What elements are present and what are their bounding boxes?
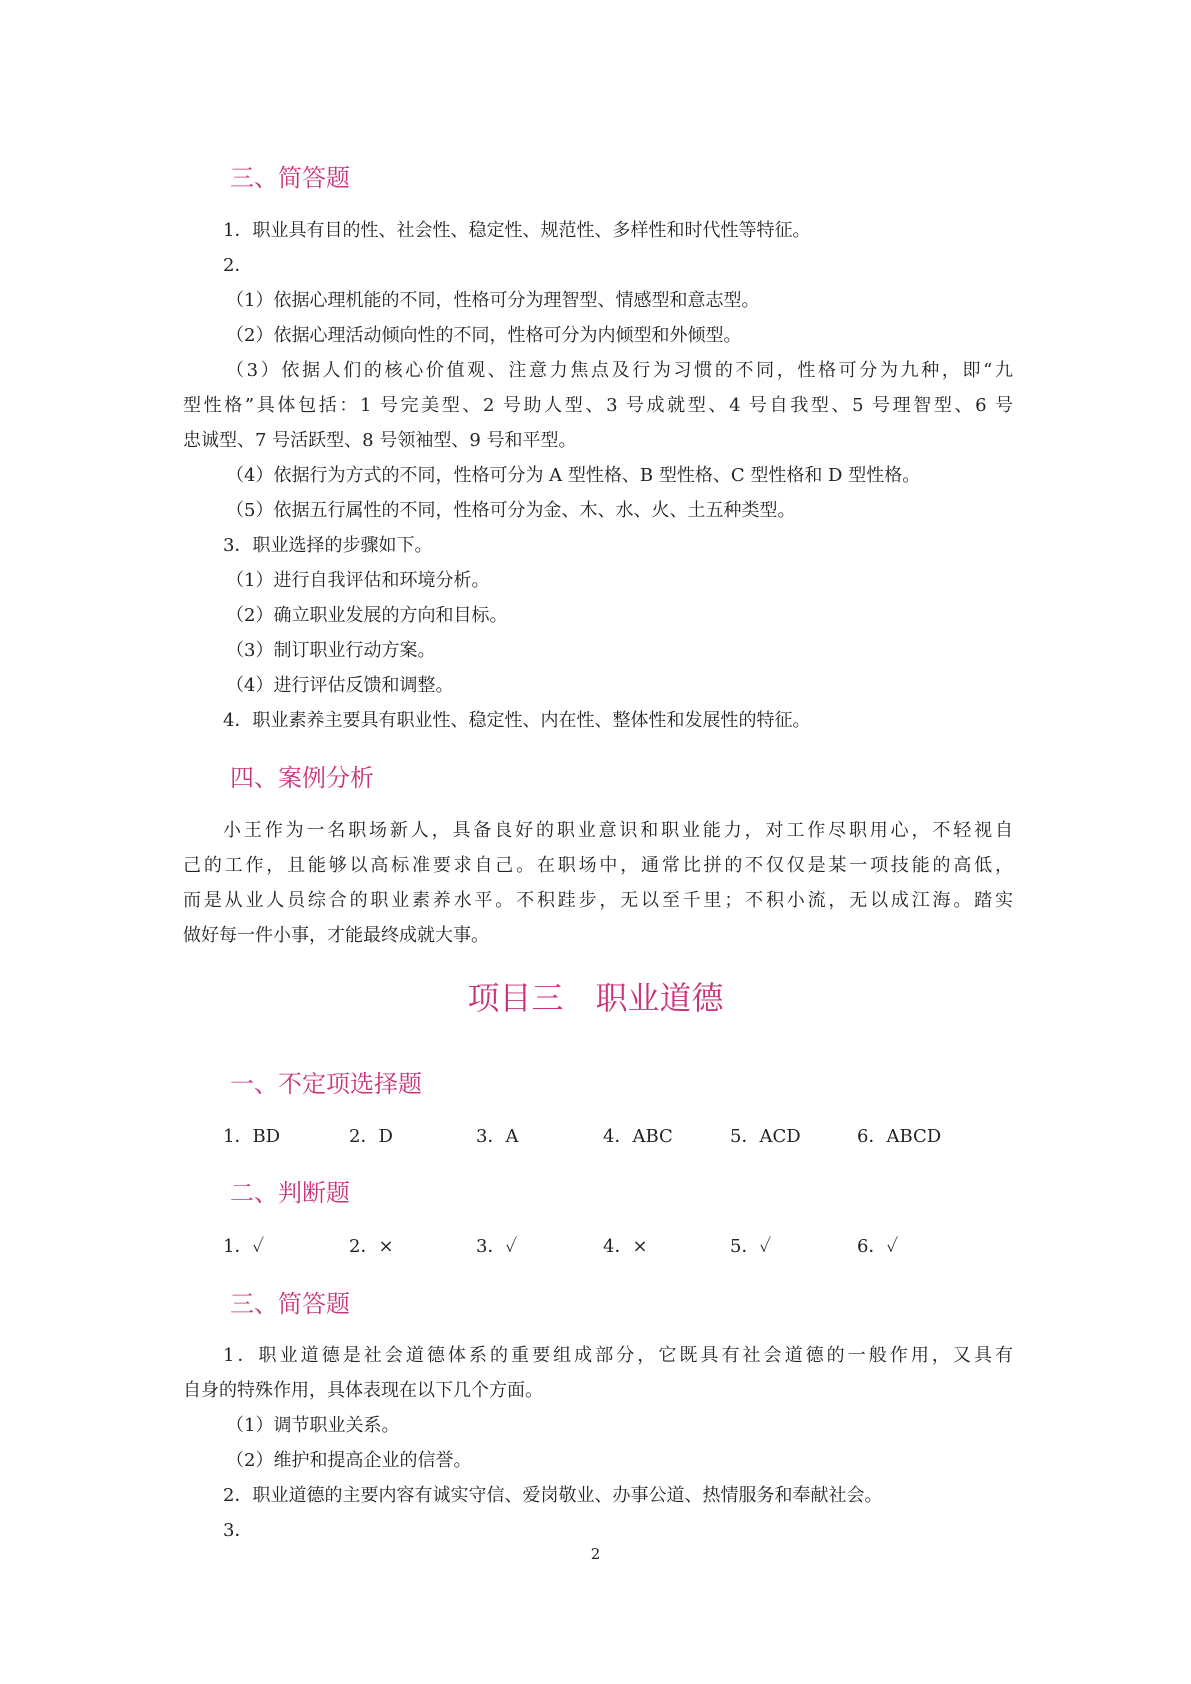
project-title: 项目三 职业道德 — [467, 979, 724, 1017]
judge-answer-6: 6．✓ — [857, 1236, 899, 1257]
section-heading-true-false: 二、判断题 — [230, 1179, 350, 1207]
section-heading-case-analysis: 四、案例分析 — [230, 764, 374, 792]
choice-answer-3: 3．A — [476, 1126, 519, 1147]
p3-answer-q1-item-2: （2）维护和提高企业的信誉。 — [226, 1450, 472, 1471]
choice-answer-1: 1．BD — [223, 1126, 281, 1147]
answer-q3: 3．职业选择的步骤如下。 — [223, 535, 433, 556]
case-analysis-line-3: 而是从业人员综合的职业素养水平。不积跬步，无以至千里；不积小流，无以成江海。踏实 — [183, 890, 1013, 911]
section-heading-short-answer: 三、简答题 — [230, 164, 350, 192]
p3-answer-q1-line-1: 1．职业道德是社会道德体系的重要组成部分，它既具有社会道德的一般作用，又具有 — [223, 1345, 1013, 1366]
choice-answer-2: 2．D — [349, 1126, 393, 1147]
choice-answer-6: 6．ABCD — [857, 1126, 942, 1147]
judge-answer-5: 5．✓ — [730, 1236, 772, 1257]
answer-q2-item-1: （1）依据心理机能的不同，性格可分为理智型、情感型和意志型。 — [226, 290, 760, 311]
section-heading-short-answer-p3: 三、简答题 — [230, 1290, 350, 1318]
case-analysis-line-4: 做好每一件小事，才能最终成就大事。 — [183, 925, 489, 946]
page-number: 2 — [590, 1545, 601, 1563]
answer-q3-item-1: （1）进行自我评估和环境分析。 — [226, 570, 490, 591]
answer-q2-item-3-line-1: （3）依据人们的核心价值观、注意力焦点及行为习惯的不同，性格可分为九种，即“九 — [226, 360, 1013, 381]
answer-q1: 1．职业具有目的性、社会性、稳定性、规范性、多样性和时代性等特征。 — [223, 220, 811, 241]
case-analysis-line-1: 小王作为一名职场新人，具备良好的职业意识和职业能力，对工作尽职用心，不轻视自 — [223, 820, 1013, 841]
answer-q3-item-2: （2）确立职业发展的方向和目标。 — [226, 605, 508, 626]
p3-answer-q1-line-2: 自身的特殊作用，具体表现在以下几个方面。 — [183, 1380, 543, 1401]
choice-answer-row — [223, 1123, 983, 1151]
answer-q2-item-3-line-2: 型性格”具体包括：1 号完美型、2 号助人型、3 号成就型、4 号自我型、5 号理智型、6 号 — [183, 395, 1013, 416]
section-heading-multiple-choice: 一、不定项选择题 — [230, 1070, 422, 1098]
judge-answer-1: 1．✓ — [223, 1236, 265, 1257]
answer-q2-item-3-line-3: 忠诚型、7 号活跃型、8 号领袖型、9 号和平型。 — [183, 430, 577, 451]
answer-q2-item-2: （2）依据心理活动倾向性的不同，性格可分为内倾型和外倾型。 — [226, 325, 742, 346]
judge-answer-row — [223, 1233, 923, 1261]
answer-q4: 4．职业素养主要具有职业性、稳定性、内在性、整体性和发展性的特征。 — [223, 710, 811, 731]
p3-answer-q3-number: 3． — [223, 1520, 253, 1541]
p3-answer-q2: 2．职业道德的主要内容有诚实守信、爱岗敬业、办事公道、热情服务和奉献社会。 — [223, 1485, 883, 1506]
answer-q2-item-4: （4）依据行为方式的不同，性格可分为 A 型性格、B 型性格、C 型性格和 D 型性格。 — [226, 465, 921, 486]
case-analysis-line-2: 己的工作，且能够以高标准要求自己。在职场中，通常比拼的不仅仅是某一项技能的高低， — [183, 855, 1013, 876]
judge-answer-3: 3．✓ — [476, 1236, 518, 1257]
answer-q3-item-4: （4）进行评估反馈和调整。 — [226, 675, 454, 696]
choice-answer-4: 4．ABC — [603, 1126, 673, 1147]
judge-answer-2: 2．× — [349, 1236, 394, 1257]
answer-q3-item-3: （3）制订职业行动方案。 — [226, 640, 436, 661]
choice-answer-5: 5．ACD — [730, 1126, 801, 1147]
judge-answer-4: 4．× — [603, 1236, 648, 1257]
answer-q2-number: 2． — [223, 255, 253, 276]
answer-q2-item-5: （5）依据五行属性的不同，性格可分为金、木、水、火、土五种类型。 — [226, 500, 796, 521]
p3-answer-q1-item-1: （1）调节职业关系。 — [226, 1415, 400, 1436]
